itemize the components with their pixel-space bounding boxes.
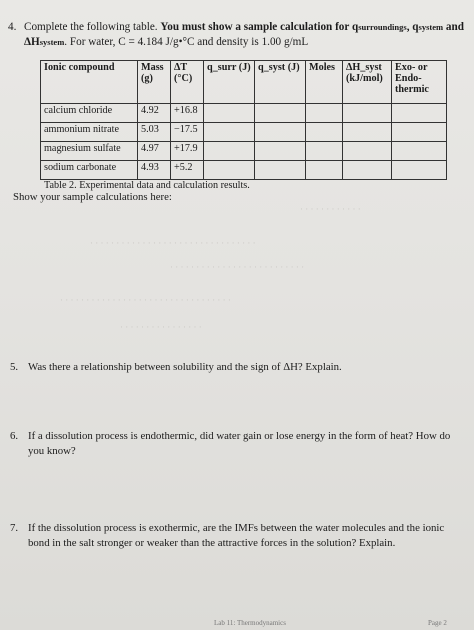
cell-mass: 4.92 bbox=[138, 104, 171, 123]
question-text: If a dissolution process is endothermic, did water gain or lose energy in the form of heat? How do you know? bbox=[28, 430, 451, 457]
question-4 bbox=[8, 20, 470, 50]
page-number: Page 2 bbox=[428, 619, 447, 627]
header-delta-t: ΔT (°C) bbox=[171, 61, 204, 104]
cell-delta-h[interactable] bbox=[343, 142, 392, 161]
cell-q-syst[interactable] bbox=[255, 142, 306, 161]
question-5 bbox=[10, 360, 460, 375]
cell-delta-t: +16.8 bbox=[171, 104, 204, 123]
cell-delta-t: −17.5 bbox=[171, 123, 204, 142]
cell-compound: magnesium sulfate bbox=[41, 142, 138, 161]
table-caption: Table 2. Experimental data and calculation results. bbox=[44, 180, 250, 191]
question-number: 4. bbox=[8, 21, 17, 33]
cell-q-surr[interactable] bbox=[204, 104, 255, 123]
cell-q-syst[interactable] bbox=[255, 104, 306, 123]
bleed-through-text: · · · · · · · · · · · · bbox=[300, 204, 361, 214]
question-text: If the dissolution process is exothermic, are the IMFs between the water molecules and the ionic bond in the salt stronger or weaker than the attractive forces in the solution? Explain. bbox=[28, 522, 445, 549]
bleed-through-text: · · · · · · · · · · · · · · · · · · · · · · · · · · · · · · · · bbox=[90, 238, 256, 248]
constants-text: . For water, C = 4.184 J/g•°C and density is 1.00 g/mL bbox=[64, 36, 309, 48]
question-instruction: You must show a sample calculation for qsurroundings, qsystem and bbox=[160, 21, 464, 33]
cell-delta-t: +5.2 bbox=[171, 161, 204, 180]
bleed-through-text: · · · · · · · · · · · · · · · · · · · · · · · · · · bbox=[170, 262, 305, 272]
question-text: Was there a relationship between solubility and the sign of ΔH? Explain. bbox=[28, 361, 342, 373]
question-7 bbox=[10, 521, 460, 551]
cell-mass: 4.93 bbox=[138, 161, 171, 180]
header-q-surr: q_surr (J) bbox=[204, 61, 255, 104]
header-mass: Mass (g) bbox=[138, 61, 171, 104]
cell-moles[interactable] bbox=[306, 123, 343, 142]
table-row bbox=[41, 123, 447, 142]
question-number: 6. bbox=[10, 430, 19, 442]
cell-q-syst[interactable] bbox=[255, 123, 306, 142]
cell-q-surr[interactable] bbox=[204, 123, 255, 142]
cell-moles[interactable] bbox=[306, 161, 343, 180]
question-text: Complete the following table. bbox=[24, 21, 158, 33]
calculations-label: Show your sample calculations here: bbox=[13, 191, 172, 203]
cell-exo-endo[interactable] bbox=[392, 161, 447, 180]
header-delta-h: ΔH_syst (kJ/mol) bbox=[343, 61, 392, 104]
cell-compound: calcium chloride bbox=[41, 104, 138, 123]
cell-exo-endo[interactable] bbox=[392, 142, 447, 161]
delta-h-label: ΔHsystem bbox=[24, 36, 65, 48]
cell-exo-endo[interactable] bbox=[392, 104, 447, 123]
cell-moles[interactable] bbox=[306, 142, 343, 161]
cell-q-syst[interactable] bbox=[255, 161, 306, 180]
cell-delta-h[interactable] bbox=[343, 104, 392, 123]
bleed-through-text: · · · · · · · · · · · · · · · · bbox=[120, 322, 202, 332]
cell-mass: 4.97 bbox=[138, 142, 171, 161]
header-exo-endo: Exo- or Endo-thermic bbox=[392, 61, 447, 104]
cell-compound: sodium carbonate bbox=[41, 161, 138, 180]
header-compound: Ionic compound bbox=[41, 61, 138, 104]
cell-compound: ammonium nitrate bbox=[41, 123, 138, 142]
table-row bbox=[41, 161, 447, 180]
cell-q-surr[interactable] bbox=[204, 161, 255, 180]
cell-delta-t: +17.9 bbox=[171, 142, 204, 161]
cell-mass: 5.03 bbox=[138, 123, 171, 142]
question-6 bbox=[10, 429, 460, 459]
cell-exo-endo[interactable] bbox=[392, 123, 447, 142]
question-number: 5. bbox=[10, 361, 19, 373]
cell-delta-h[interactable] bbox=[343, 161, 392, 180]
footer-title: Lab 11: Thermodynamics bbox=[214, 619, 286, 627]
table-header-row bbox=[41, 61, 447, 104]
table-row bbox=[41, 104, 447, 123]
results-table bbox=[40, 60, 447, 180]
cell-moles[interactable] bbox=[306, 104, 343, 123]
bleed-through-text: · · · · · · · · · · · · · · · · · · · · · · · · · · · · · · · · · bbox=[60, 295, 231, 305]
cell-q-surr[interactable] bbox=[204, 142, 255, 161]
cell-delta-h[interactable] bbox=[343, 123, 392, 142]
header-q-syst: q_syst (J) bbox=[255, 61, 306, 104]
header-moles: Moles bbox=[306, 61, 343, 104]
table-row bbox=[41, 142, 447, 161]
question-number: 7. bbox=[10, 522, 19, 534]
